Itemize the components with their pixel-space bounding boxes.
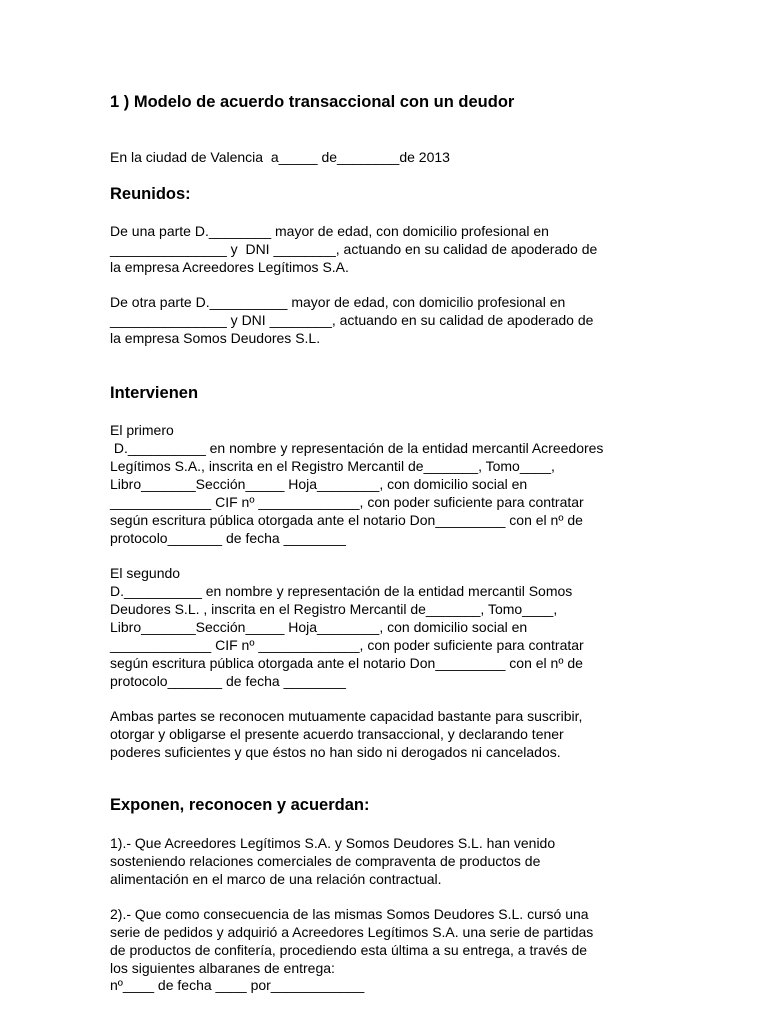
text-line: Libro_______Sección_____ Hoja________, con domicilio social en: [110, 476, 528, 492]
text-line: Deudores S.L. , inscrita en el Registro Mercantil de_______, Tomo____,: [110, 601, 558, 617]
text-line: De una parte D.________ mayor de edad, con domicilio profesional en: [110, 223, 549, 239]
text-line: El segundo: [110, 565, 181, 581]
text-line: los siguientes albaranes de entrega:: [110, 960, 335, 976]
text-line: según escritura pública otorgada ante el notario Don_________ con el nº de: [110, 655, 583, 671]
reunidos-heading: Reunidos:: [110, 185, 191, 203]
intervienen-heading: Intervienen: [110, 384, 199, 402]
text-line: sosteniendo relaciones comerciales de compraventa de productos de: [110, 853, 541, 869]
text-line: De otra parte D.__________ mayor de edad, con domicilio profesional en: [110, 294, 566, 310]
text-line: de productos de confitería, procediendo esta última a su entrega, a través de: [110, 942, 588, 958]
exponen-heading: Exponen, reconocen y acuerdan:: [110, 796, 370, 814]
text-line: la empresa Acreedores Legítimos S.A.: [110, 259, 349, 275]
text-line: _____________ CIF nº _____________, con poder suficiente para contratar: [110, 494, 584, 510]
text-line: nº____ de fecha ____ por____________: [110, 977, 365, 993]
text-line: la empresa Somos Deudores S.L.: [110, 330, 321, 346]
text-line: protocolo_______ de fecha ________: [110, 673, 346, 689]
text-line: D.__________ en nombre y representación de la entidad mercantil Acreedores: [110, 440, 604, 456]
text-line: alimentación en el marco de una relación contractual.: [110, 871, 442, 887]
text-line: serie de pedidos y adquirió a Acreedores Legítimos S.A. una serie de partidas: [110, 924, 594, 940]
text-line: poderes suficientes y que éstos no han sido ni derogados ni cancelados.: [110, 744, 561, 760]
text-line: D.__________ en nombre y representación de la entidad mercantil Somos: [110, 583, 573, 599]
text-line: Legítimos S.A., inscrita en el Registro Mercantil de_______, Tomo____,: [110, 458, 555, 474]
text-line: protocolo_______ de fecha ________: [110, 530, 346, 546]
text-line: _____________ CIF nº _____________, con poder suficiente para contratar: [110, 637, 584, 653]
text-line: _______________ y DNI ________, actuando en su calidad de apoderado de: [110, 241, 598, 257]
text-line: 1).- Que Acreedores Legítimos S.A. y Somos Deudores S.L. han venido: [110, 835, 556, 851]
text-line: según escritura pública otorgada ante el notario Don_________ con el nº de: [110, 512, 583, 528]
text-line: El primero: [110, 422, 174, 438]
text-line: Libro_______Sección_____ Hoja________, con domicilio social en: [110, 619, 528, 635]
text-line: 2).- Que como consecuencia de las mismas Somos Deudores S.L. cursó una: [110, 906, 589, 922]
document-title: 1 ) Modelo de acuerdo transaccional con un deudor: [110, 93, 515, 111]
text-line: _______________ y DNI ________, actuando en su calidad de apoderado de: [110, 312, 594, 328]
place-date-line: En la ciudad de Valencia a_____ de________de 2013: [110, 149, 450, 165]
text-line: Ambas partes se reconocen mutuamente capacidad bastante para suscribir,: [110, 708, 583, 724]
text-line: otorgar y obligarse el presente acuerdo transaccional, y declarando tener: [110, 726, 564, 742]
